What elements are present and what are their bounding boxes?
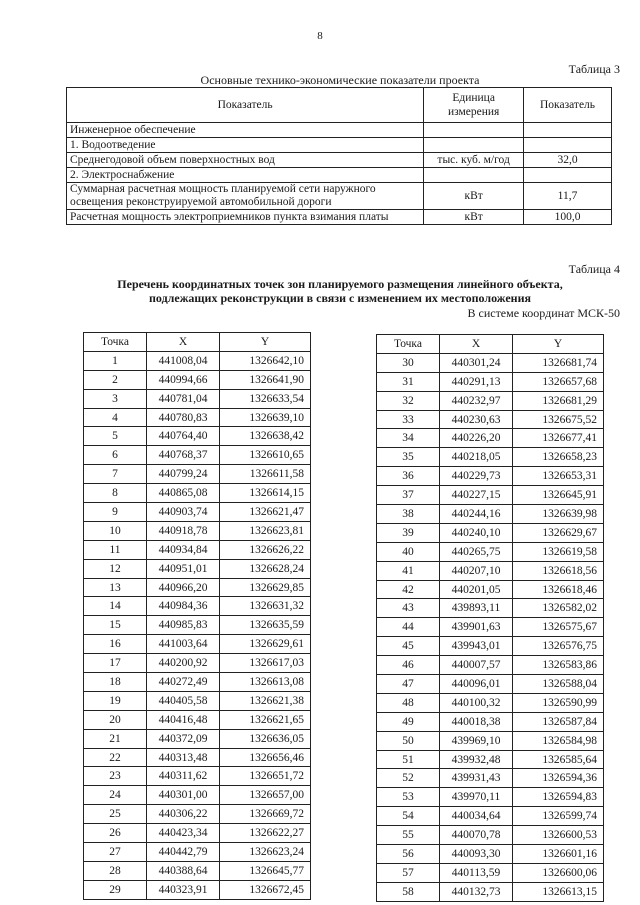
table-row: [377, 599, 604, 618]
x-coordinate: 440132,73: [440, 882, 513, 901]
y-coordinate: 1326633,54: [220, 389, 311, 408]
point-number: 13: [84, 578, 147, 597]
point-number: 32: [377, 391, 440, 410]
y-coordinate: 1326642,10: [220, 351, 311, 370]
y-coordinate: 1326594,36: [513, 769, 604, 788]
x-coordinate: 439969,10: [440, 731, 513, 750]
x-coordinate: 440034,64: [440, 807, 513, 826]
x-coordinate: 440311,62: [147, 767, 220, 786]
x-coordinate: 440201,05: [440, 580, 513, 599]
y-coordinate: 1326622,27: [220, 824, 311, 843]
page-number: 8: [317, 30, 323, 42]
x-coordinate: 440272,49: [147, 673, 220, 692]
point-number: 33: [377, 410, 440, 429]
y-coordinate: 1326621,47: [220, 503, 311, 522]
table-row: [84, 578, 311, 597]
table-row: [377, 845, 604, 864]
coordinates-header-row: [377, 335, 604, 354]
table-row: [377, 429, 604, 448]
point-number: 57: [377, 863, 440, 882]
table-row: [84, 786, 311, 805]
x-coordinate: 439931,43: [440, 769, 513, 788]
x-coordinate: 439932,48: [440, 750, 513, 769]
table-row: [377, 561, 604, 580]
y-coordinate: 1326618,46: [513, 580, 604, 599]
indicator-value: 11,7: [524, 183, 612, 210]
x-coordinate: 440994,66: [147, 370, 220, 389]
point-number: 3: [84, 389, 147, 408]
x-coordinate: 440229,73: [440, 467, 513, 486]
point-number: 47: [377, 675, 440, 694]
point-number: 4: [84, 408, 147, 427]
point-number: 20: [84, 710, 147, 729]
table-row: [377, 410, 604, 429]
point-number: 9: [84, 503, 147, 522]
table4-title-line1: Перечень координатных точек зон планируемого размещения линейного объекта,: [117, 277, 563, 291]
y-coordinate: 1326599,74: [513, 807, 604, 826]
table4-title-line2: подлежащих реконструкции в связи с изменением их местоположения: [149, 291, 531, 305]
table-row: [377, 353, 604, 372]
y-coordinate: 1326645,77: [220, 861, 311, 880]
table-row: [84, 654, 311, 673]
x-coordinate: 439901,63: [440, 618, 513, 637]
y-coordinate: 1326618,56: [513, 561, 604, 580]
y-coordinate: 1326613,15: [513, 882, 604, 901]
y-coordinate: 1326594,83: [513, 788, 604, 807]
point-number: 35: [377, 448, 440, 467]
table-row: [377, 637, 604, 656]
y-coordinate: 1326588,04: [513, 675, 604, 694]
table4-label: Таблица 4: [568, 262, 620, 276]
point-number: 41: [377, 561, 440, 580]
point-number: 44: [377, 618, 440, 637]
table-row: [377, 731, 604, 750]
x-coordinate: 440240,10: [440, 523, 513, 542]
indicator-name: Среднегодовой объем поверхностных вод: [67, 153, 424, 168]
table-row: [67, 153, 612, 168]
y-coordinate: 1326582,02: [513, 599, 604, 618]
header-value: Показатель: [524, 88, 612, 123]
table-row: [377, 712, 604, 731]
table-row: [377, 675, 604, 694]
x-coordinate: 440423,34: [147, 824, 220, 843]
header-unit: Единица измерения: [424, 88, 524, 123]
x-coordinate: 440207,10: [440, 561, 513, 580]
table-row: [84, 446, 311, 465]
table-row: [67, 183, 612, 210]
coordinates-table-right: [376, 334, 604, 902]
table-row: [84, 691, 311, 710]
table4-title: [60, 277, 620, 305]
y-coordinate: 1326639,10: [220, 408, 311, 427]
point-number: 2: [84, 370, 147, 389]
point-number: 17: [84, 654, 147, 673]
y-coordinate: 1326611,58: [220, 465, 311, 484]
x-coordinate: 440799,24: [147, 465, 220, 484]
x-coordinate: 440218,05: [440, 448, 513, 467]
y-coordinate: 1326628,24: [220, 559, 311, 578]
y-coordinate: 1326610,65: [220, 446, 311, 465]
point-number: 5: [84, 427, 147, 446]
indicator-unit: тыс. куб. м/год: [424, 153, 524, 168]
y-coordinate: 1326675,52: [513, 410, 604, 429]
y-coordinate: 1326626,22: [220, 540, 311, 559]
point-number: 25: [84, 805, 147, 824]
table-row: [377, 580, 604, 599]
point-number: 11: [84, 540, 147, 559]
x-coordinate: 440934,84: [147, 540, 220, 559]
table-row: [377, 505, 604, 524]
table-row: [84, 597, 311, 616]
y-coordinate: 1326669,72: [220, 805, 311, 824]
y-coordinate: 1326600,53: [513, 826, 604, 845]
y-coordinate: 1326645,91: [513, 486, 604, 505]
x-coordinate: 440301,24: [440, 353, 513, 372]
point-number: 52: [377, 769, 440, 788]
header-point: Точка: [377, 335, 440, 354]
y-coordinate: 1326590,99: [513, 693, 604, 712]
point-number: 31: [377, 372, 440, 391]
point-number: 37: [377, 486, 440, 505]
point-number: 48: [377, 693, 440, 712]
x-coordinate: 441008,04: [147, 351, 220, 370]
header-y: Y: [220, 333, 311, 352]
x-coordinate: 440200,92: [147, 654, 220, 673]
point-number: 7: [84, 465, 147, 484]
table-row: [67, 123, 612, 138]
x-coordinate: 440388,64: [147, 861, 220, 880]
point-number: 42: [377, 580, 440, 599]
x-coordinate: 440313,48: [147, 748, 220, 767]
point-number: 46: [377, 656, 440, 675]
x-coordinate: 440780,83: [147, 408, 220, 427]
table-row: [84, 389, 311, 408]
point-number: 26: [84, 824, 147, 843]
x-coordinate: 440265,75: [440, 542, 513, 561]
y-coordinate: 1326639,98: [513, 505, 604, 524]
point-number: 30: [377, 353, 440, 372]
point-number: 45: [377, 637, 440, 656]
y-coordinate: 1326601,16: [513, 845, 604, 864]
x-coordinate: 440405,58: [147, 691, 220, 710]
y-coordinate: 1326641,90: [220, 370, 311, 389]
table-row: [84, 521, 311, 540]
point-number: 15: [84, 616, 147, 635]
point-number: 34: [377, 429, 440, 448]
table-row: [84, 408, 311, 427]
y-coordinate: 1326621,38: [220, 691, 311, 710]
indicator-name: Расчетная мощность электроприемников пункта взимания платы: [67, 210, 424, 225]
table-row: [377, 807, 604, 826]
table-row: [67, 168, 612, 183]
y-coordinate: 1326651,72: [220, 767, 311, 786]
indicator-value: 32,0: [524, 153, 612, 168]
point-number: 43: [377, 599, 440, 618]
table-row: [377, 448, 604, 467]
table-row: [84, 710, 311, 729]
point-number: 54: [377, 807, 440, 826]
x-coordinate: 440306,22: [147, 805, 220, 824]
x-coordinate: 440100,32: [440, 693, 513, 712]
x-coordinate: 440226,20: [440, 429, 513, 448]
table-row: [377, 467, 604, 486]
table-row: [84, 540, 311, 559]
table-row: [84, 635, 311, 654]
y-coordinate: 1326600,06: [513, 863, 604, 882]
table-row: [84, 824, 311, 843]
point-number: 27: [84, 843, 147, 862]
y-coordinate: 1326613,08: [220, 673, 311, 692]
y-coordinate: 1326653,31: [513, 467, 604, 486]
x-coordinate: 440416,48: [147, 710, 220, 729]
point-number: 16: [84, 635, 147, 654]
x-coordinate: 440442,79: [147, 843, 220, 862]
table-row: [84, 748, 311, 767]
y-coordinate: 1326619,58: [513, 542, 604, 561]
table-row: [84, 351, 311, 370]
table-row: [377, 882, 604, 901]
table-row: [377, 523, 604, 542]
point-number: 55: [377, 826, 440, 845]
indicator-unit: кВт: [424, 210, 524, 225]
x-coordinate: 439943,01: [440, 637, 513, 656]
table-row: [377, 788, 604, 807]
table-row: [67, 210, 612, 225]
y-coordinate: 1326585,64: [513, 750, 604, 769]
point-number: 36: [377, 467, 440, 486]
table-row: [84, 616, 311, 635]
point-number: 22: [84, 748, 147, 767]
table-row: [84, 880, 311, 899]
point-number: 29: [84, 880, 147, 899]
header-y: Y: [513, 335, 604, 354]
coordinate-system: В системе координат МСК-50: [467, 306, 620, 320]
y-coordinate: 1326635,59: [220, 616, 311, 635]
table-row: [67, 138, 612, 153]
x-coordinate: 440323,91: [147, 880, 220, 899]
coordinates-table-left: [83, 332, 311, 900]
x-coordinate: 441003,64: [147, 635, 220, 654]
table-row: [84, 559, 311, 578]
indicator-value: 100,0: [524, 210, 612, 225]
x-coordinate: 440764,40: [147, 427, 220, 446]
table3: [66, 87, 612, 225]
point-number: 12: [84, 559, 147, 578]
table-row: [84, 503, 311, 522]
point-number: 18: [84, 673, 147, 692]
point-number: 8: [84, 484, 147, 503]
table-row: [377, 656, 604, 675]
y-coordinate: 1326629,85: [220, 578, 311, 597]
x-coordinate: 439893,11: [440, 599, 513, 618]
point-number: 50: [377, 731, 440, 750]
table-row: [377, 486, 604, 505]
x-coordinate: 440951,01: [147, 559, 220, 578]
point-number: 19: [84, 691, 147, 710]
point-number: 1: [84, 351, 147, 370]
y-coordinate: 1326576,75: [513, 637, 604, 656]
y-coordinate: 1326657,00: [220, 786, 311, 805]
table-row: [84, 370, 311, 389]
table-row: [377, 750, 604, 769]
x-coordinate: 440301,00: [147, 786, 220, 805]
header-point: Точка: [84, 333, 147, 352]
x-coordinate: 440070,78: [440, 826, 513, 845]
table3-header-row: [67, 88, 612, 123]
table3-label: Таблица 3: [568, 62, 620, 76]
y-coordinate: 1326636,05: [220, 729, 311, 748]
x-coordinate: 440984,36: [147, 597, 220, 616]
point-number: 24: [84, 786, 147, 805]
coordinates-header-row: [84, 333, 311, 352]
x-coordinate: 440985,83: [147, 616, 220, 635]
x-coordinate: 440781,04: [147, 389, 220, 408]
y-coordinate: 1326681,29: [513, 391, 604, 410]
table-row: [377, 769, 604, 788]
y-coordinate: 1326584,98: [513, 731, 604, 750]
point-number: 28: [84, 861, 147, 880]
point-number: 49: [377, 712, 440, 731]
indicator-unit: кВт: [424, 183, 524, 210]
y-coordinate: 1326638,42: [220, 427, 311, 446]
x-coordinate: 440372,09: [147, 729, 220, 748]
y-coordinate: 1326672,45: [220, 880, 311, 899]
section-heading: 2. Электроснабжение: [67, 168, 424, 183]
table-row: [84, 843, 311, 862]
header-x: X: [440, 335, 513, 354]
table-row: [84, 484, 311, 503]
table-row: [84, 861, 311, 880]
point-number: 40: [377, 542, 440, 561]
y-coordinate: 1326629,61: [220, 635, 311, 654]
section-heading: 1. Водоотведение: [67, 138, 424, 153]
x-coordinate: 440227,15: [440, 486, 513, 505]
y-coordinate: 1326575,67: [513, 618, 604, 637]
x-coordinate: 440966,20: [147, 578, 220, 597]
x-coordinate: 440018,38: [440, 712, 513, 731]
y-coordinate: 1326583,86: [513, 656, 604, 675]
table-row: [84, 673, 311, 692]
table-row: [84, 427, 311, 446]
x-coordinate: 440903,74: [147, 503, 220, 522]
table-row: [377, 863, 604, 882]
x-coordinate: 440865,08: [147, 484, 220, 503]
section-heading: Инженерное обеспечение: [67, 123, 424, 138]
point-number: 6: [84, 446, 147, 465]
table-row: [84, 767, 311, 786]
y-coordinate: 1326621,65: [220, 710, 311, 729]
table-row: [377, 826, 604, 845]
y-coordinate: 1326657,68: [513, 372, 604, 391]
point-number: 21: [84, 729, 147, 748]
x-coordinate: 440113,59: [440, 863, 513, 882]
table3-title: Основные технико-экономические показатели проекта: [200, 73, 480, 87]
y-coordinate: 1326614,15: [220, 484, 311, 503]
table-row: [377, 372, 604, 391]
point-number: 53: [377, 788, 440, 807]
point-number: 51: [377, 750, 440, 769]
y-coordinate: 1326631,32: [220, 597, 311, 616]
table-row: [84, 465, 311, 484]
point-number: 58: [377, 882, 440, 901]
x-coordinate: 440230,63: [440, 410, 513, 429]
table-row: [377, 391, 604, 410]
x-coordinate: 440291,13: [440, 372, 513, 391]
x-coordinate: 440007,57: [440, 656, 513, 675]
x-coordinate: 440096,01: [440, 675, 513, 694]
y-coordinate: 1326658,23: [513, 448, 604, 467]
y-coordinate: 1326677,41: [513, 429, 604, 448]
table-row: [84, 729, 311, 748]
point-number: 10: [84, 521, 147, 540]
x-coordinate: 440232,97: [440, 391, 513, 410]
x-coordinate: 440768,37: [147, 446, 220, 465]
table-row: [377, 542, 604, 561]
point-number: 39: [377, 523, 440, 542]
header-x: X: [147, 333, 220, 352]
y-coordinate: 1326656,46: [220, 748, 311, 767]
y-coordinate: 1326617,03: [220, 654, 311, 673]
header-indicator: Показатель: [67, 88, 424, 123]
y-coordinate: 1326623,24: [220, 843, 311, 862]
point-number: 56: [377, 845, 440, 864]
table-row: [377, 693, 604, 712]
table-row: [377, 618, 604, 637]
x-coordinate: 440244,16: [440, 505, 513, 524]
y-coordinate: 1326629,67: [513, 523, 604, 542]
y-coordinate: 1326681,74: [513, 353, 604, 372]
x-coordinate: 440918,78: [147, 521, 220, 540]
x-coordinate: 440093,30: [440, 845, 513, 864]
point-number: 14: [84, 597, 147, 616]
y-coordinate: 1326623,81: [220, 521, 311, 540]
point-number: 38: [377, 505, 440, 524]
indicator-name: Суммарная расчетная мощность планируемой сети наружного освещения реконструируемой автомобильной дороги: [67, 183, 424, 210]
table-row: [84, 805, 311, 824]
point-number: 23: [84, 767, 147, 786]
y-coordinate: 1326587,84: [513, 712, 604, 731]
x-coordinate: 439970,11: [440, 788, 513, 807]
